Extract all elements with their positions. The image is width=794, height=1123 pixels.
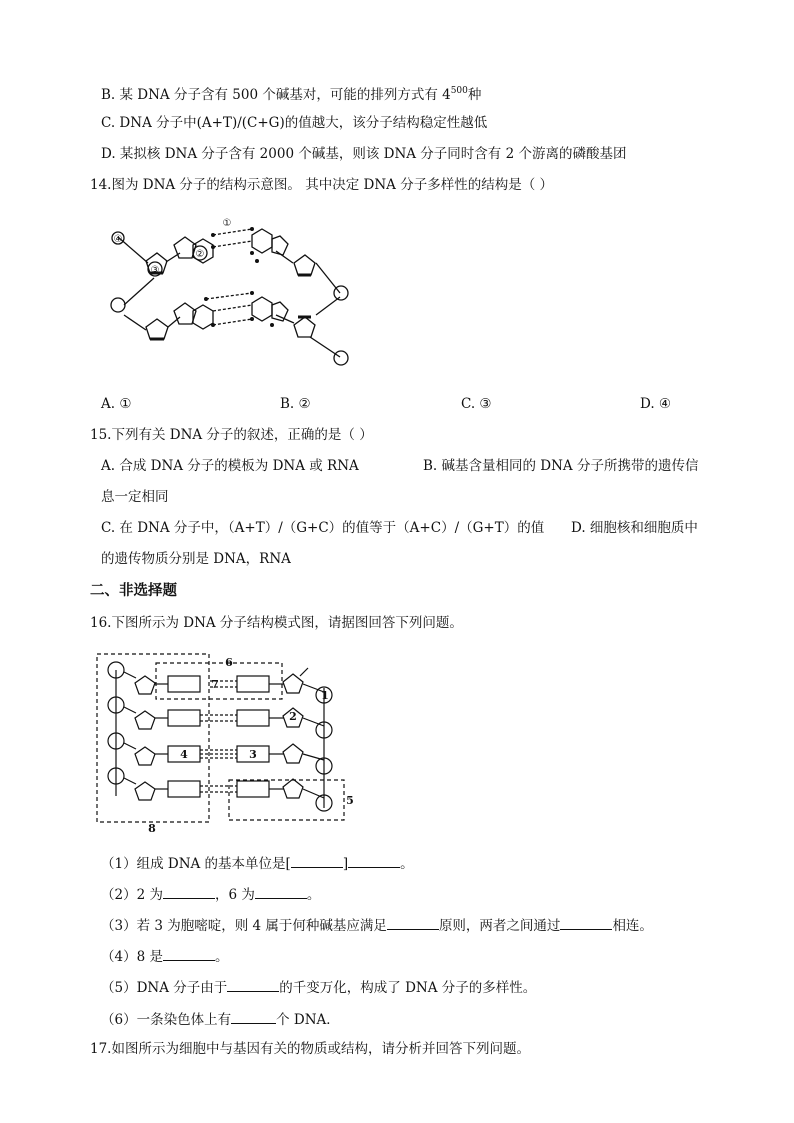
- q16-blank-2b[interactable]: [255, 884, 307, 899]
- q16-sub1: （1）组成 DNA 的基本单位是[ ] 。: [101, 853, 414, 873]
- section-title: 二、非选择题: [90, 583, 177, 599]
- q16-label-2: 2: [289, 710, 297, 723]
- q16-blank-3b[interactable]: [560, 915, 612, 930]
- q15-option-d[interactable]: D. 细胞核和细胞质中: [571, 520, 698, 536]
- q14-label-1: ①: [222, 218, 232, 229]
- q16-label-5: 5: [346, 794, 354, 807]
- q15-stem: 15.下列有关 DNA 分子的叙述，正确的是（ ）: [90, 427, 373, 443]
- q14-label-3: ③: [150, 265, 160, 276]
- q16-sub5: （5）DNA 分子由于 的千变万化，构成了 DNA 分子的多样性。: [101, 977, 536, 997]
- q16-sub6: （6）一条染色体上有 个 DNA．: [101, 1009, 340, 1029]
- q13-option-b: B. 某 DNA 分子含有 500 个碱基对，可能的排列方式有 $4^{500}$种: [101, 86, 482, 103]
- q17-stem: 17.如图所示为细胞中与基因有关的物质或结构，请分析并回答下列问题。: [90, 1041, 530, 1057]
- q13-option-d: D. 某拟核 DNA 分子含有 2000 个碱基，则该 DNA 分子同时含有 2 个游离的磷酸基团: [101, 146, 627, 162]
- q16-blank-1b[interactable]: [348, 853, 400, 868]
- q16-label-4: 4: [180, 748, 188, 761]
- q16-blank-3a[interactable]: [387, 915, 439, 930]
- q15-option-c[interactable]: C. 在 DNA 分子中，（A+T）/（G+C）的值等于（A+C）/（G+T）的值: [101, 520, 545, 536]
- q15-option-b-cont: 息一定相同: [101, 489, 169, 505]
- q15-option-a[interactable]: A. 合成 DNA 分子的模板为 DNA 或 RNA: [101, 458, 359, 474]
- q16-label-8: 8: [148, 822, 156, 835]
- q16-label-7: 7: [211, 678, 219, 691]
- q14-label-4: ④: [113, 234, 123, 245]
- q16-sub3: （3）若 3 为胞嘧啶，则 4 属于何种碱基应满足 原则，两者之间通过 相连。: [101, 915, 653, 935]
- q16-blank-6[interactable]: [231, 1009, 276, 1024]
- q14-option-d[interactable]: D. ④: [640, 396, 672, 412]
- q14-dna-diagram: [100, 205, 360, 380]
- q16-label-6: 6: [225, 656, 233, 669]
- q16-dna-model-diagram: [92, 648, 362, 838]
- q16-label-3: 3: [249, 748, 257, 761]
- q16-stem: 16.下图所示为 DNA 分子结构模式图，请据图回答下列问题。: [90, 615, 463, 631]
- q15-option-b[interactable]: B. 碱基含量相同的 DNA 分子所携带的遗传信: [423, 458, 699, 474]
- q15-option-d-cont: 的遗传物质分别是 DNA，RNA: [101, 551, 291, 567]
- q16-blank-1a[interactable]: [291, 853, 343, 868]
- q14-stem: 14.图为 DNA 分子的结构示意图。 其中决定 DNA 分子多样性的结构是（ ）: [90, 177, 553, 193]
- q16-label-1: 1: [321, 689, 329, 702]
- q14-label-2: ②: [195, 249, 205, 260]
- q14-option-c[interactable]: C. ③: [461, 396, 492, 412]
- q14-option-a[interactable]: A. ①: [101, 396, 132, 412]
- q16-blank-4[interactable]: [163, 946, 215, 961]
- q16-blank-5[interactable]: [227, 977, 279, 992]
- q14-option-b[interactable]: B. ②: [280, 396, 311, 412]
- q16-sub4: （4）8 是 。: [101, 946, 228, 966]
- q16-blank-2a[interactable]: [163, 884, 215, 899]
- q13-option-c: C. DNA 分子中(A+T)/(C+G)的值越大，该分子结构稳定性越低: [101, 115, 488, 131]
- q16-sub2: （2）2 为 ，6 为 。: [101, 884, 320, 904]
